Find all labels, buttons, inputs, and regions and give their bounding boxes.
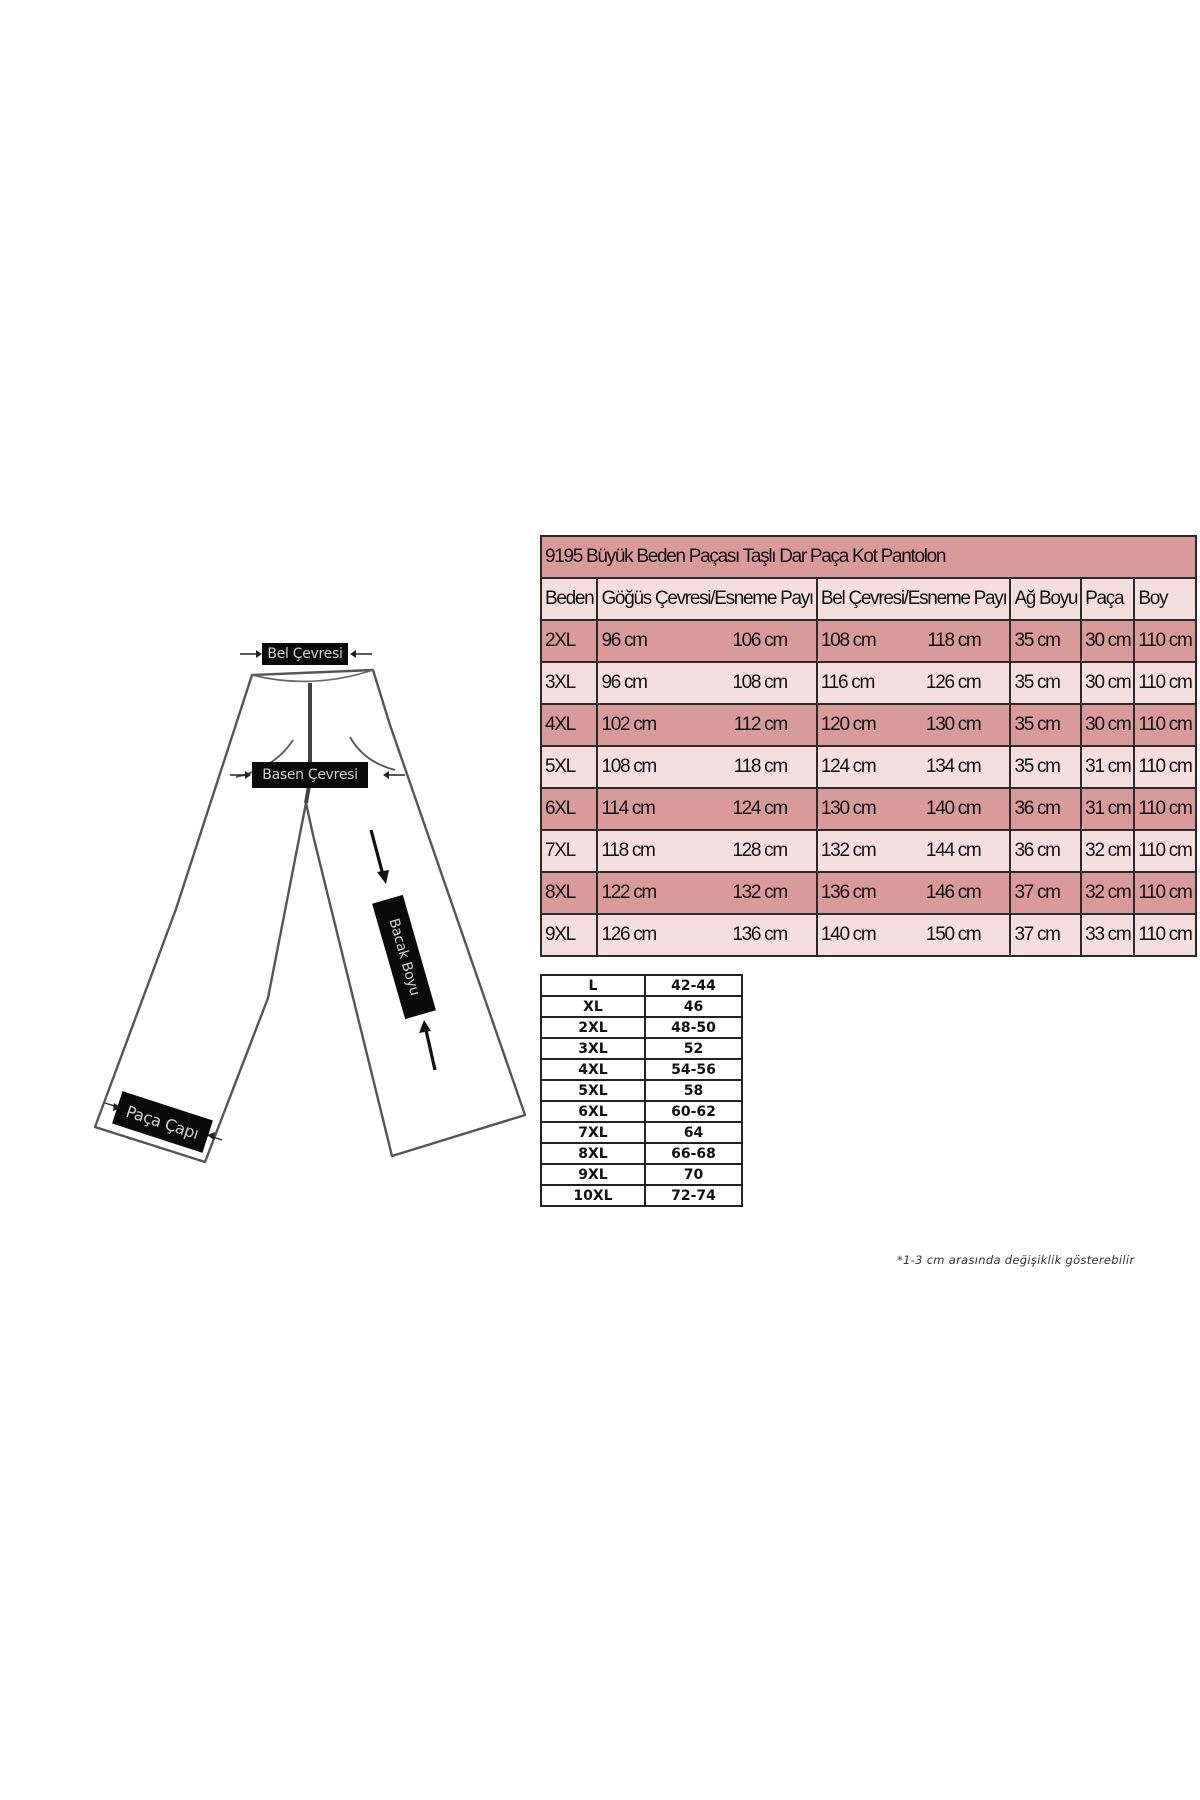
cell-inseam: 35 cm [1010, 704, 1081, 746]
conversion-row [541, 1017, 742, 1038]
waist-stretch-value: 126 cm [925, 672, 981, 693]
table-title: 9195 Büyük Beden Paçası Taşlı Dar Paça Kot Pantolon [541, 536, 1196, 578]
conversion-row [541, 1143, 742, 1164]
cell-hem: 30 cm [1081, 662, 1134, 704]
chest-stretch-value: 108 cm [732, 672, 787, 693]
waist-value: 140 cm [820, 924, 876, 945]
conversion-size: XL [541, 996, 645, 1017]
table-row [541, 620, 1196, 662]
cell-size: 3XL [541, 662, 597, 704]
table-row [541, 788, 1196, 830]
cell-chest [597, 662, 816, 704]
conversion-number: 54-56 [645, 1059, 742, 1080]
cell-inseam: 37 cm [1010, 914, 1081, 956]
waist-value: 136 cm [820, 882, 876, 903]
hip-label: Basen Çevresi [252, 762, 368, 788]
table-row [541, 914, 1196, 956]
conversion-number: 42-44 [645, 975, 742, 996]
table-row [541, 746, 1196, 788]
conversion-row [541, 1080, 742, 1101]
size-conversion-table [540, 974, 743, 1207]
cell-inseam: 36 cm [1010, 830, 1081, 872]
waist-stretch-value: 144 cm [925, 840, 981, 861]
waist-label: Bel Çevresi [262, 643, 348, 665]
conversion-size: 3XL [541, 1038, 645, 1059]
conversion-number: 70 [645, 1164, 742, 1185]
pants-outline [0, 0, 540, 1200]
conversion-row [541, 1122, 742, 1143]
conversion-row [541, 1059, 742, 1080]
table-row [541, 872, 1196, 914]
header-hem: Paça [1081, 578, 1134, 620]
hem-label: Paça Çapı [112, 1091, 213, 1153]
chest-stretch-value: 106 cm [732, 630, 787, 651]
conversion-size: 7XL [541, 1122, 645, 1143]
cell-hem: 32 cm [1081, 872, 1134, 914]
chest-value: 126 cm [601, 924, 656, 945]
chest-stretch-value: 124 cm [732, 798, 787, 819]
cell-chest [597, 788, 816, 830]
pants-diagram [0, 0, 540, 1200]
cell-hem: 30 cm [1081, 620, 1134, 662]
conversion-number: 48-50 [645, 1017, 742, 1038]
chest-value: 96 cm [601, 630, 647, 651]
cell-inseam: 35 cm [1010, 620, 1081, 662]
table-title-row [541, 536, 1196, 578]
waist-value: 116 cm [820, 672, 875, 693]
leg-length-label: Bacak Boyu [372, 895, 436, 1019]
cell-length: 110 cm [1134, 914, 1195, 956]
cell-hem: 31 cm [1081, 788, 1134, 830]
cell-length: 110 cm [1134, 704, 1195, 746]
conversion-rows [541, 975, 742, 1206]
cell-waist [817, 746, 1011, 788]
chest-stretch-value: 128 cm [732, 840, 787, 861]
conversion-row [541, 1038, 742, 1059]
cell-waist [817, 620, 1011, 662]
conversion-size: 4XL [541, 1059, 645, 1080]
chest-value: 102 cm [601, 714, 656, 735]
waist-value: 120 cm [820, 714, 876, 735]
cell-waist [817, 662, 1011, 704]
size-table [540, 535, 1197, 957]
cell-hem: 31 cm [1081, 746, 1134, 788]
chest-value: 96 cm [601, 672, 647, 693]
chest-value: 122 cm [601, 882, 656, 903]
cell-inseam: 36 cm [1010, 788, 1081, 830]
table-row [541, 704, 1196, 746]
conversion-size: 5XL [541, 1080, 645, 1101]
cell-waist [817, 704, 1011, 746]
cell-size: 7XL [541, 830, 597, 872]
conversion-row [541, 1101, 742, 1122]
cell-inseam: 35 cm [1010, 662, 1081, 704]
conversion-size: 10XL [541, 1185, 645, 1206]
chest-stretch-value: 118 cm [733, 756, 787, 777]
header-chest: Göğüs Çevresi/Esneme Payı [597, 578, 816, 620]
cell-length: 110 cm [1134, 746, 1195, 788]
cell-chest [597, 620, 816, 662]
cell-waist [817, 872, 1011, 914]
cell-length: 110 cm [1134, 872, 1195, 914]
cell-hem: 32 cm [1081, 830, 1134, 872]
chest-stretch-value: 112 cm [733, 714, 787, 735]
cell-size: 9XL [541, 914, 597, 956]
waist-stretch-value: 130 cm [925, 714, 981, 735]
cell-waist [817, 830, 1011, 872]
cell-size: 6XL [541, 788, 597, 830]
header-inseam: Ağ Boyu [1010, 578, 1081, 620]
cell-waist [817, 788, 1011, 830]
footnote: *1-3 cm arasında değişiklik gösterebilir [897, 1253, 1135, 1267]
conversion-number: 66-68 [645, 1143, 742, 1164]
chest-value: 108 cm [601, 756, 656, 777]
cell-inseam: 37 cm [1010, 872, 1081, 914]
cell-size: 8XL [541, 872, 597, 914]
chest-value: 118 cm [601, 840, 655, 861]
conversion-row [541, 1164, 742, 1185]
waist-value: 108 cm [820, 630, 876, 651]
conversion-number: 58 [645, 1080, 742, 1101]
conversion-size: 6XL [541, 1101, 645, 1122]
cell-chest [597, 830, 816, 872]
conversion-number: 60-62 [645, 1101, 742, 1122]
cell-length: 110 cm [1134, 662, 1195, 704]
waist-stretch-value: 150 cm [925, 924, 981, 945]
header-waist: Bel Çevresi/Esneme Payı [817, 578, 1011, 620]
header-length: Boy [1134, 578, 1195, 620]
waist-stretch-value: 118 cm [927, 630, 981, 651]
conversion-size: L [541, 975, 645, 996]
conversion-number: 52 [645, 1038, 742, 1059]
waist-value: 130 cm [820, 798, 876, 819]
table-row [541, 662, 1196, 704]
waist-stretch-value: 146 cm [925, 882, 981, 903]
cell-size: 2XL [541, 620, 597, 662]
size-rows [541, 620, 1196, 956]
cell-hem: 33 cm [1081, 914, 1134, 956]
table-row [541, 830, 1196, 872]
conversion-number: 72-74 [645, 1185, 742, 1206]
conversion-row [541, 996, 742, 1017]
conversion-size: 2XL [541, 1017, 645, 1038]
waist-stretch-value: 140 cm [925, 798, 981, 819]
conversion-row [541, 975, 742, 996]
chest-stretch-value: 132 cm [732, 882, 787, 903]
header-size: Beden [541, 578, 597, 620]
chest-value: 114 cm [601, 798, 655, 819]
cell-length: 110 cm [1134, 620, 1195, 662]
waist-value: 124 cm [820, 756, 876, 777]
cell-hem: 30 cm [1081, 704, 1134, 746]
cell-size: 5XL [541, 746, 597, 788]
table-header-row [541, 578, 1196, 620]
cell-inseam: 35 cm [1010, 746, 1081, 788]
waist-value: 132 cm [820, 840, 876, 861]
cell-length: 110 cm [1134, 788, 1195, 830]
waist-stretch-value: 134 cm [925, 756, 981, 777]
cell-length: 110 cm [1134, 830, 1195, 872]
conversion-row [541, 1185, 742, 1206]
conversion-number: 46 [645, 996, 742, 1017]
conversion-size: 9XL [541, 1164, 645, 1185]
conversion-number: 64 [645, 1122, 742, 1143]
cell-size: 4XL [541, 704, 597, 746]
cell-chest [597, 914, 816, 956]
conversion-size: 8XL [541, 1143, 645, 1164]
cell-chest [597, 704, 816, 746]
cell-waist [817, 914, 1011, 956]
cell-chest [597, 746, 816, 788]
cell-chest [597, 872, 816, 914]
chest-stretch-value: 136 cm [732, 924, 787, 945]
